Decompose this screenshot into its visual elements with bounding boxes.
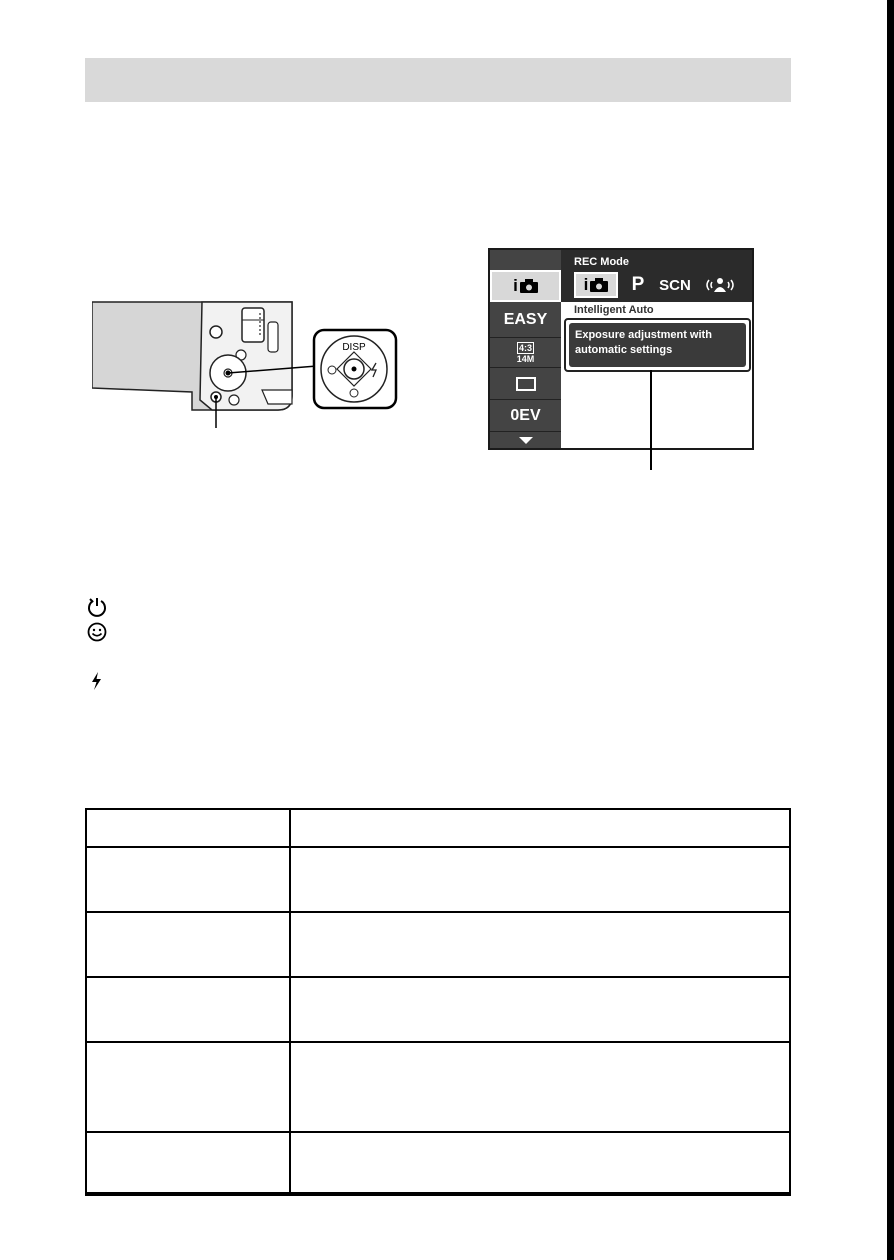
table-column-divider	[289, 810, 291, 1194]
self-timer-icon	[86, 596, 108, 618]
side-item-easy[interactable]: EASY	[490, 302, 561, 338]
callout-pointer-line	[650, 370, 652, 470]
table-row	[87, 913, 789, 978]
mode-name-label: Intelligent Auto	[574, 304, 654, 316]
table-row	[87, 848, 789, 913]
mode-description-text	[569, 323, 746, 367]
table-row	[87, 978, 789, 1043]
table-row	[87, 1043, 789, 1133]
mode-scene[interactable]: SCN	[659, 276, 691, 294]
side-item-scroll-down[interactable]	[490, 432, 561, 448]
side-item-frame[interactable]	[490, 368, 561, 400]
mode-i-letter: i	[583, 275, 589, 294]
rec-mode-screen	[488, 248, 754, 450]
camera-illustration	[92, 300, 402, 430]
side-item-i-letter: i	[513, 276, 518, 295]
section-header-band	[85, 58, 791, 102]
side-item-intelligent-auto[interactable]	[490, 270, 561, 302]
mode-steady-shot[interactable]	[700, 272, 740, 298]
rec-mode-label: REC Mode	[574, 256, 629, 268]
side-item-image-size[interactable]	[490, 338, 561, 368]
table-row	[87, 1133, 789, 1194]
down-triangle-icon	[519, 437, 533, 444]
mode-intelligent-auto[interactable]	[574, 272, 618, 298]
side-item-exposure[interactable]: 0EV	[490, 400, 561, 432]
disp-label: DISP	[342, 342, 366, 353]
flash-icon	[86, 670, 108, 692]
rectangle-frame-icon	[516, 377, 536, 391]
image-size-label: 14M	[516, 353, 535, 364]
description-line-1: Exposure adjustment with	[575, 329, 712, 341]
mode-description-box	[564, 318, 751, 372]
settings-table	[85, 808, 791, 1196]
camera-icon	[520, 279, 538, 293]
camera-icon	[590, 278, 608, 292]
steady-shot-person-icon	[703, 276, 737, 294]
description-line-2: automatic settings	[575, 344, 673, 356]
lcd-side-menu	[490, 250, 561, 448]
aspect-ratio-label: 4:3	[518, 342, 532, 353]
table-header-row	[87, 810, 789, 848]
page-edge-bar	[887, 0, 894, 1260]
mode-program[interactable]: P	[631, 274, 645, 295]
smile-face-icon	[86, 621, 108, 643]
